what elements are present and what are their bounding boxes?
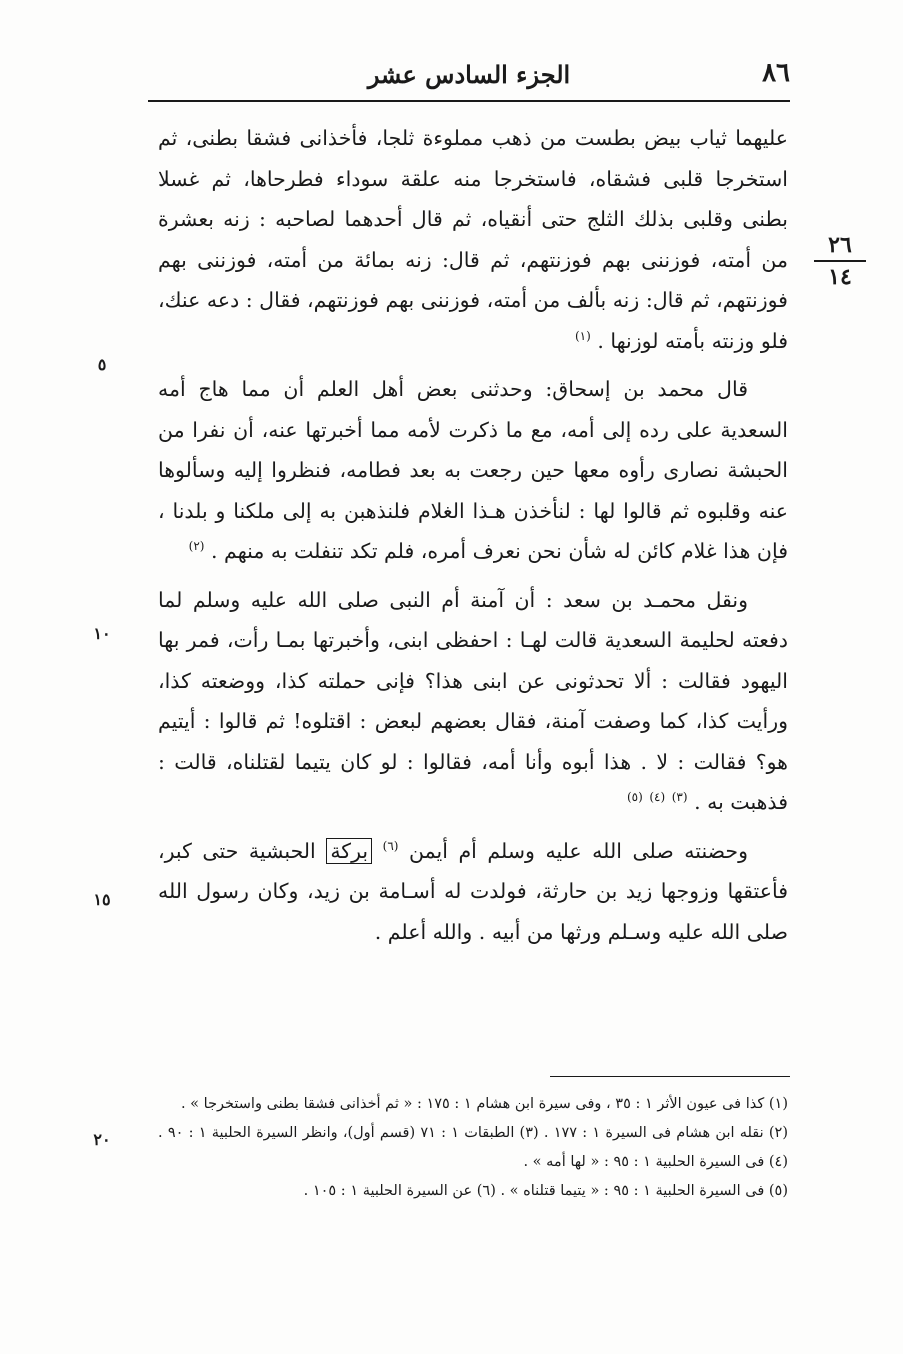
paragraph-3-text: ونقل محمـد بن سعد : أن آمنة أم النبى صلى الله عليه وسلم لما دفعته لحليمة السعدية قالت لهـا : احفظى ابنى، وأخبرتها بمـا رأت، فمر بها اليهود فقالت : ألا تحدثونى عن ابنى هذا؟ فإنى حملته كذا، ووضعته كذا، ورأيت كذا، كما وصفت آمنة، فقال بعضهم لبعض : اقتلوه! ثم قالوا : أيتيم هو؟ فقالت : لا . هذا أبوه وأنا أمه، فقالوا : لو كان يتيما لقتلناه، قالت : فذهبت به . [158,587,788,814]
running-title: الجزء السادس عشر [367,60,571,89]
paragraph-4-text-after: الحبشية حتى كبر، فأعتقها وزوجها زيد بن حارثة، فولدت له أسـامة بن زيد، وكان رسول الله صلى الله عليه وسـلم ورثها من أبيه . والله أعلم . [158,838,788,944]
footnote-ref-1: (١) [574,328,591,343]
footnote-line: (٥) فى السيرة الحلبية ١ : ٩٥ : « يتيما قتلناه » . (٦) عن السيرة الحلبية ١ : ١٠٥ . [303,1183,788,1199]
footnote-line: (٢) نقله ابن هشام فى السيرة ١ : ١٧٧ . (٣) الطبقات ١ : ٧١ (قسم أول)، وانظر السيرة الحلبية ١ : ٩٠ . (٤) فى السيرة الحلبية ١ : ٩٥ : « لها أمه » . [158,1125,788,1170]
line-number-20: ٢٠ [93,1130,111,1149]
header-rule [148,100,790,102]
paragraph-3 [158,580,788,823]
page-header [148,52,790,98]
footnote-ref-5: (٥) [626,790,643,805]
margin-reference-top: ٢٦ [828,232,852,258]
footnote-rule [550,1076,790,1077]
paragraph-2 [158,369,788,572]
line-number-10: ١٠ [93,624,111,643]
footnote-ref-4: (٤) [649,790,666,805]
paragraph-2-text: قال محمد بن إسحاق: وحدثنى بعض أهل العلم أن مما هاج أمه السعدية على رده إلى أمه، مع ما ذكرت لأمه مما أخبرتها عنه، أن نفرا من الحبشة نصارى رأوه معها حين رجعت به بعد فطامه، فنظروا إليه وسألوها عنه وقلبوه ثم قالوا لها : لنأخذن هـذا الغلام فلنذهبن به إلى ملكنا و بلدنا ، فإن هذا غلام كائن له شأن نحن نعرف أمره، فلم تكد تنفلت به منهم . [158,377,788,563]
footnote-ref-3: (٣) [671,790,688,805]
paragraph-1 [158,118,788,361]
footnote-ref-6: (٦) [382,838,399,853]
main-text [158,118,788,952]
line-number-5: ٥ [97,355,107,374]
paragraph-1-text: عليهما ثياب بيض بطست من ذهب مملوءة ثلجا، فأخذانى فشقا بطنى، ثم استخرجا قلبى فشقاه، فاستخرجا منه علقة سوداء فطرحاها، ثم غسلا بطنى وقلبى بذلك الثلج حتى أنقياه، ثم قال أحدهما لصاحبه : زنه بعشرة من أمته، فوزننى بهم فوزنتهم، ثم قال: زنه بمائة من أمته، فوزننى بهم فوزنتهم، ثم قال: زنه بألف من أمته، فوزننى بهم فوزنتهم، فقال : دعه عنك، فلو وزنته بأمته لوزنها . [158,126,788,353]
paragraph-4-text-before: وحضنته صلى الله عليه وسلم أم أيمن [409,838,748,863]
margin-reference-rule [814,260,866,262]
line-number-15: ١٥ [93,890,111,909]
bracketed-insertion: بركة [326,838,372,864]
margin-reference [810,232,870,290]
footnotes [158,1090,788,1206]
footnote-line: (١) كذا فى عيون الأثر ١ : ٣٥ ، وفى سيرة ابن هشام ١ : ١٧٥ : « ثم أخذانى فشقا بطنى واستخرجا » . [180,1096,788,1112]
footnote-ref-2: (٢) [188,539,205,554]
margin-reference-bottom: ١٤ [828,264,852,290]
page-number: ٨٦ [762,58,790,88]
paragraph-4 [158,831,788,953]
